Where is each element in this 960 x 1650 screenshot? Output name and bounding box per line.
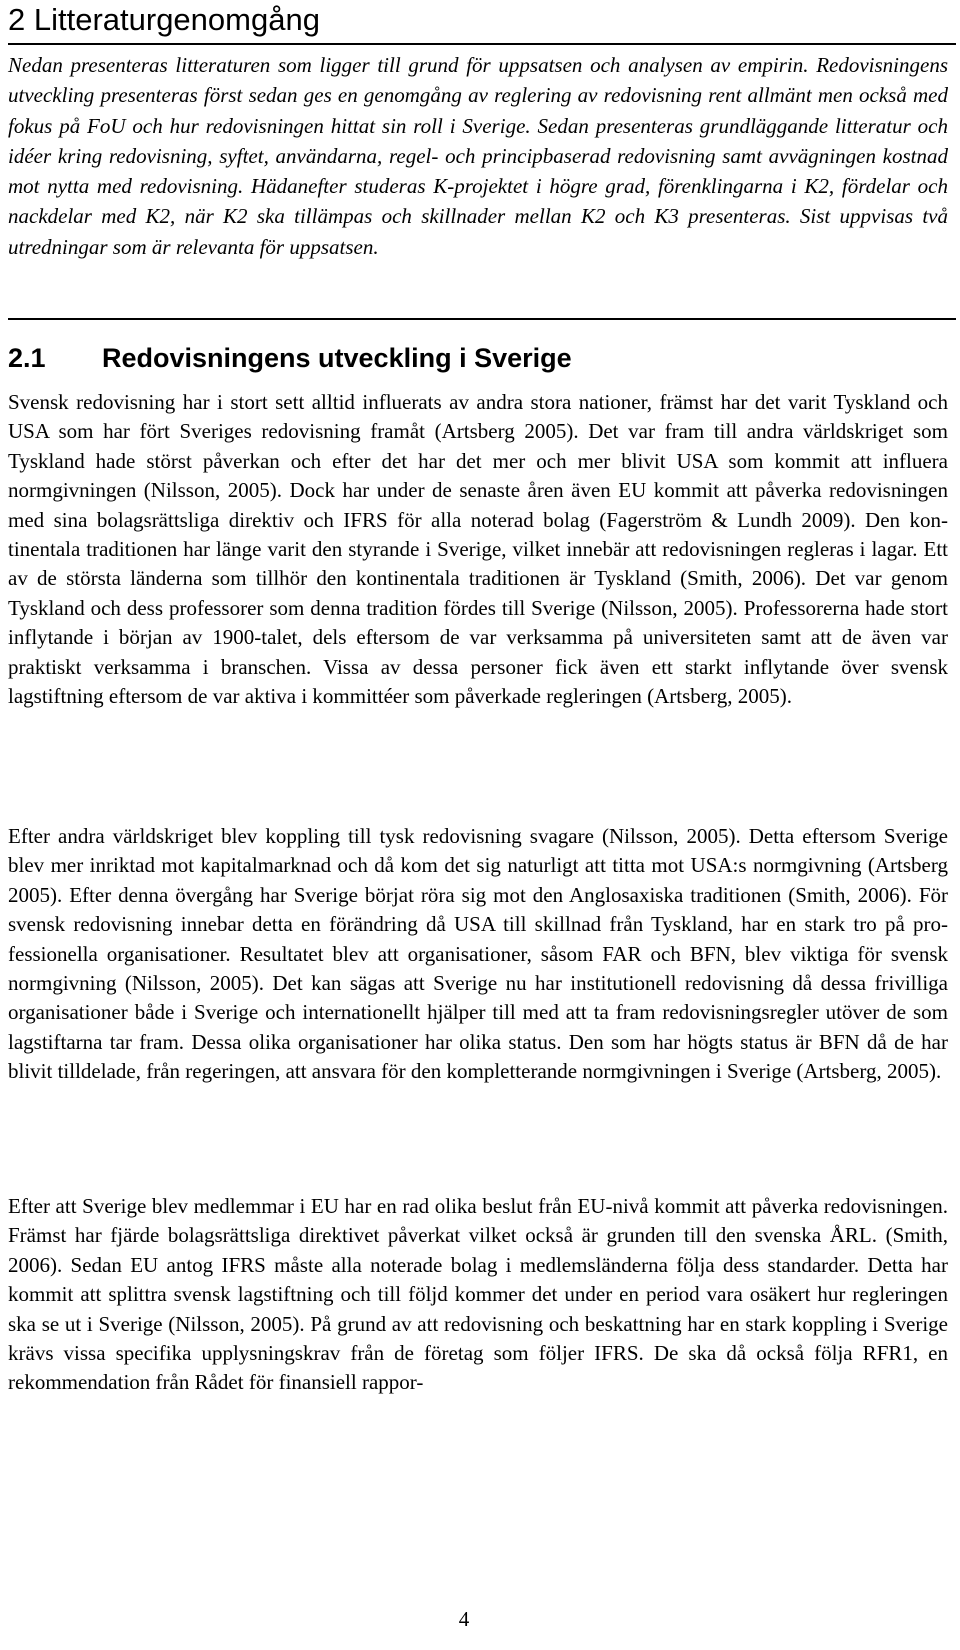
intro-rule — [8, 318, 956, 320]
section-heading — [8, 341, 572, 375]
document-page — [8, 0, 956, 1650]
section-title: Redovisningens utveckling i Sverige — [102, 343, 572, 373]
body-paragraph-1: Svensk redovisning har i stort sett alltid influerats av andra stora nationer, främst har det varit Tyskland och USA som har fört Sveriges redovisning framåt (Artsberg 2005). Det var fram till andra världskriget som Tyskland hade störst påverkan och efter det har det mer och mer blivit USA som kommit att influera normgivningen (Nilsson, 2005). Dock har under de senaste åren även EU kommit att påverka redovisningen med sina bolagsrättsliga direktiv och IFRS för alla noterad bolag (Fagerström & Lundh 2009). Den kontinentala traditionen har länge varit den styrande i Sverige, vilket innebär att redovisningen regleras i lagar. Ett av de största länderna som tillhör den kontinentala traditionen är Tyskland (Smith, 2006). Det var genom Tyskland och dess professorer som denna tradition fördes till Sverige (Nilsson, 2005). Professorerna hade stort inflytande i början av 1900-talet, dels eftersom de var verksamma på universiteten samt att de även var praktiskt verksamma i branschen. Vissa av dessa personer fick även ett starkt inflytande över svensk lagstiftning eftersom de var aktiva i kommittéer som påverkade regleringen (Artsberg, 2005). — [8, 390, 948, 709]
page-number: 4 — [458, 1607, 470, 1631]
body-paragraph-3: Efter att Sverige blev medlemmar i EU har en rad olika beslut från EU-nivå kommit att påverka redovisningen. Främst har fjärde bolagsrättsliga direktivet påverkat vilket också är grunden till den svenska ÅRL. (Smith, 2006). Sedan EU antog IFRS måste alla noterade bolag i medlemsländerna följa dess standarder. Detta har kommit att splittra svensk lagstiftning och till följd kommer det under en period vara osäkert hur regleringen ska se ut i Sverige (Nilsson, 2005). På grund av att redovisning och beskattning har en stark koppling i Sverige krävs vissa specifika upplysningskrav från de företag som följer IFRS. De ska då också följa RFR1, en rekommendation från Rådet för finansiell rappor- — [8, 1194, 948, 1395]
section-number: 2.1 — [8, 343, 46, 373]
chapter-intro: Nedan presenteras litteraturen som ligger till grund för uppsatsen och analysen av empirin. Redovisningens utveckling presenteras först sedan ges en genomgång av reglering av redovisning rent allmänt men också med fokus på FoU och hur redovisningen hittat sin roll i Sverige. Sedan presenteras grundläggande litteratur och idéer kring redovisning, syftet, användarna, regel- och principbaserad redovisning samt avvägningen kostnad mot nytta med redovisning. Hädanefter studeras K-projektet i högre grad, förenklingarna i K2, fördelar och nackdelar med K2, när K2 ska tillämpas och skillnader mellan K2 och K3 presenteras. Sist uppvisas två utredningar som är relevanta för uppsatsen. — [8, 53, 948, 259]
heading-rule — [8, 43, 956, 45]
body-paragraph-2: Efter andra världskriget blev koppling till tysk redovisning svagare (Nilsson, 2005). Detta eftersom Sverige blev mer inriktad mot kapitalmarknad och då kom det sig naturligt att titta mot USA:s normgivning (Artsberg 2005). Efter denna övergång har Sverige börjat röra sig mot den Anglosaxiska traditionen (Smith, 2006). För svensk redovisning innebar detta en förändring då USA till skillnad från Tyskland, har en stark tro på professionella organisationer. Resultatet blev att organisationer, såsom FAR och BFN, blev viktiga för svensk normgivning (Nilsson, 2005). Det kan sägas att Sverige nu har institutionell redovisning då dessa frivilliga organisationer både i Sverige och internationellt hjälper till med att ta fram redovisningsregler utöver de som lagstiftarna tar fram. Dessa olika organisationer har olika status. Den som har högts status är BFN då de har blivit tilldelade, från regeringen, att ansvara för den kompletterande normgivningen i Sverige (Artsberg, 2005). — [8, 824, 948, 1084]
chapter-heading: 2 Litteraturgenomgång — [8, 2, 320, 37]
